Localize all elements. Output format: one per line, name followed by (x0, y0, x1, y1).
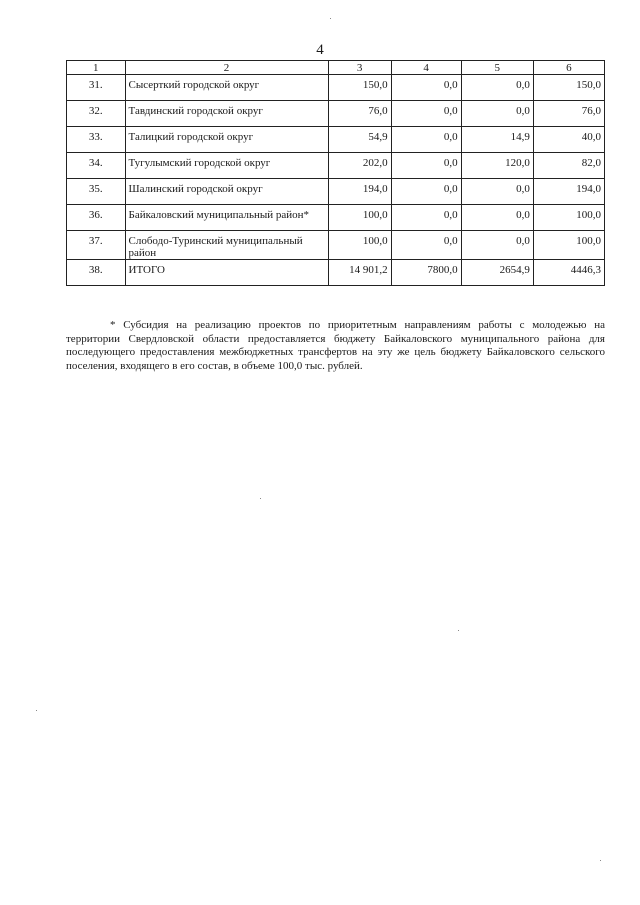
column-6-amount: 100,0 (533, 205, 604, 231)
table-row (67, 127, 605, 153)
column-4-amount: 0,0 (391, 205, 461, 231)
column-4-amount: 7800,0 (391, 260, 461, 286)
row-number: 34. (67, 153, 126, 179)
column-header: 6 (533, 61, 604, 75)
row-number: 32. (67, 101, 126, 127)
municipality-name: Сысерткий городской округ (125, 75, 328, 101)
column-header: 4 (391, 61, 461, 75)
row-number: 37. (67, 231, 126, 260)
row-number: 31. (67, 75, 126, 101)
table-row (67, 75, 605, 101)
column-6-amount: 4446,3 (533, 260, 604, 286)
column-5-amount: 0,0 (461, 179, 533, 205)
column-5-amount: 0,0 (461, 231, 533, 260)
municipality-name: Байкаловский муниципальный район* (125, 205, 328, 231)
column-5-amount: 0,0 (461, 101, 533, 127)
column-6-amount: 194,0 (533, 179, 604, 205)
scan-speck (600, 860, 601, 861)
column-4-amount: 0,0 (391, 153, 461, 179)
table-row (67, 205, 605, 231)
table-header-row (67, 61, 605, 75)
table-row (67, 101, 605, 127)
column-header: 5 (461, 61, 533, 75)
total-amount: 150,0 (328, 75, 391, 101)
scan-speck (330, 18, 331, 19)
column-header: 2 (125, 61, 328, 75)
table-total-row (67, 260, 605, 286)
table-row (67, 231, 605, 260)
column-5-amount: 2654,9 (461, 260, 533, 286)
row-number: 35. (67, 179, 126, 205)
column-4-amount: 0,0 (391, 75, 461, 101)
column-5-amount: 120,0 (461, 153, 533, 179)
total-label: ИТОГО (125, 260, 328, 286)
total-amount: 100,0 (328, 205, 391, 231)
column-6-amount: 82,0 (533, 153, 604, 179)
total-amount: 54,9 (328, 127, 391, 153)
column-4-amount: 0,0 (391, 231, 461, 260)
column-6-amount: 100,0 (533, 231, 604, 260)
municipality-name: Слободо-Туринский муниципальный район (125, 231, 328, 260)
column-6-amount: 40,0 (533, 127, 604, 153)
row-number: 38. (67, 260, 126, 286)
total-amount: 14 901,2 (328, 260, 391, 286)
total-amount: 76,0 (328, 101, 391, 127)
total-amount: 202,0 (328, 153, 391, 179)
page-number: 4 (316, 42, 324, 58)
column-5-amount: 0,0 (461, 75, 533, 101)
municipality-name: Тавдинский городской округ (125, 101, 328, 127)
total-amount: 100,0 (328, 231, 391, 260)
footnote: * Субсидия на реализацию проектов по приоритетным направлениям работы с молодежью на территории Свердловской области предоставляется бюджету Байкаловского муниципального района для последующего предоставления межбюджетных трансфертов на эту же цель бюджету Байкаловского сельского поселения, входящего в его состав, в объеме 100,0 тыс. рублей. (66, 319, 605, 372)
scan-speck (260, 498, 261, 499)
total-amount: 194,0 (328, 179, 391, 205)
municipality-name: Талицкий городской округ (125, 127, 328, 153)
municipality-name: Тугулымский городской округ (125, 153, 328, 179)
column-5-amount: 14,9 (461, 127, 533, 153)
scan-speck (458, 630, 459, 631)
table-row (67, 179, 605, 205)
column-6-amount: 150,0 (533, 75, 604, 101)
column-4-amount: 0,0 (391, 127, 461, 153)
column-6-amount: 76,0 (533, 101, 604, 127)
municipality-name: Шалинский городской округ (125, 179, 328, 205)
table-row (67, 153, 605, 179)
subsidy-table (66, 60, 605, 286)
column-header: 3 (328, 61, 391, 75)
scan-speck (36, 710, 37, 711)
row-number: 33. (67, 127, 126, 153)
row-number: 36. (67, 205, 126, 231)
column-5-amount: 0,0 (461, 205, 533, 231)
column-header: 1 (67, 61, 126, 75)
column-4-amount: 0,0 (391, 179, 461, 205)
column-4-amount: 0,0 (391, 101, 461, 127)
